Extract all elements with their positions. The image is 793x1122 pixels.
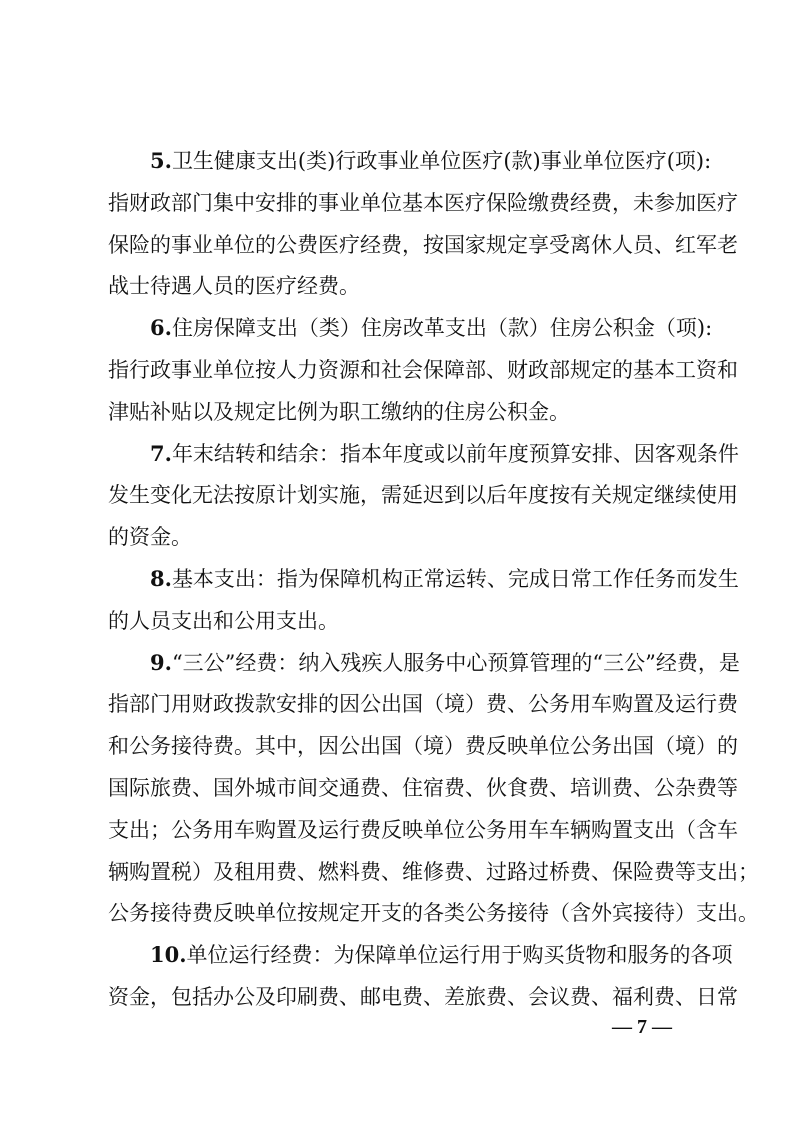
- paragraph-text: 辆购置税）及租用费、燃料费、维修费、过路过桥费、保险费等支出；: [108, 859, 759, 884]
- paragraph-5-line: [108, 271, 697, 301]
- paragraph-text: “三公”经费：纳入残疾人服务中心预算管理的“三公”经费，是: [171, 650, 740, 675]
- paragraph-9-line: [108, 731, 738, 761]
- paragraph-text: 保险的事业单位的公费医疗经费，按国家规定享受离休人员、红军老: [108, 232, 738, 257]
- paragraph-6-line: [108, 397, 697, 427]
- paragraph-5-line: [108, 188, 738, 218]
- paragraph-6-line: [150, 313, 713, 343]
- paragraph-7-line: [108, 522, 697, 552]
- paragraph-text: 卫生健康支出(类)行政事业单位医疗(款)事业单位医疗(项):: [171, 149, 712, 173]
- paragraph-5-line: [108, 230, 738, 260]
- paragraph-text: 的人员支出和公用支出。: [108, 608, 339, 633]
- paragraph-number: 6.: [150, 315, 172, 341]
- paragraph-text: 指财政部门集中安排的事业单位基本医疗保险缴费经费，未参加医疗: [108, 190, 738, 215]
- paragraph-text: 的资金。: [108, 525, 192, 550]
- paragraph-text: 战士待遇人员的医疗经费。: [108, 274, 360, 299]
- paragraph-text: 发生变化无法按原计划实施，需延迟到以后年度按有关规定继续使用: [108, 483, 738, 508]
- paragraph-6-line: [108, 355, 738, 385]
- paragraph-9-line: [108, 773, 738, 803]
- paragraph-text: 支出；公务用车购置及运行费反映单位公务用车车辆购置支出（含车: [108, 817, 738, 842]
- paragraph-text: 指部门用财政拨款安排的因公出国（境）费、公务用车购置及运行费: [108, 692, 738, 717]
- paragraph-9-line: [108, 898, 759, 928]
- paragraph-8-line: [150, 564, 739, 594]
- paragraph-text: 资金，包括办公及印刷费、邮电费、差旅费、会议费、福利费、日常: [108, 985, 738, 1009]
- paragraph-text: 公务接待费反映单位按规定开支的各类公务接待（含外宾接待）支出。: [108, 901, 759, 926]
- paragraph-10-line: [150, 940, 733, 970]
- paragraph-number: 5.: [150, 148, 172, 173]
- paragraph-text: 年末结转和结余：指本年度或以前年度预算安排、因客观条件: [171, 441, 739, 466]
- paragraph-text: 津贴补贴以及规定比例为职工缴纳的住房公积金。: [108, 399, 570, 424]
- paragraph-9-line: [108, 815, 738, 845]
- paragraph-text: 指行政事业单位按人力资源和社会保障部、财政部规定的基本工资和: [108, 358, 738, 382]
- paragraph-9-line: [108, 689, 738, 719]
- paragraph-text: 单位运行经费：为保障单位运行用于购买货物和服务的各项: [186, 943, 733, 968]
- paragraph-text: 国际旅费、国外城市间交通费、住宿费、伙食费、培训费、公杂费等: [108, 776, 738, 800]
- paragraph-9-line: [150, 648, 740, 678]
- paragraph-number: 7.: [150, 440, 172, 466]
- paragraph-number: 10.: [150, 942, 187, 968]
- paragraph-text: 基本支出：指为保障机构正常运转、完成日常工作任务而发生: [171, 567, 739, 591]
- paragraph-text: 住房保障支出（类）住房改革支出（款）住房公积金（项):: [171, 316, 713, 341]
- paragraph-7-line: [150, 439, 739, 469]
- paragraph-number: 9.: [150, 649, 172, 675]
- paragraph-7-line: [108, 480, 738, 510]
- paragraph-text: 和公务接待费。其中，因公出国（境）费反映单位公务出国（境）的: [108, 734, 738, 759]
- paragraph-10-line: [108, 982, 738, 1012]
- paragraph-5-line: [150, 146, 712, 176]
- paragraph-number: 8.: [150, 566, 172, 591]
- page-number: — 7 —: [612, 1016, 672, 1038]
- paragraph-9-line: [108, 857, 759, 887]
- paragraph-8-line: [108, 606, 697, 636]
